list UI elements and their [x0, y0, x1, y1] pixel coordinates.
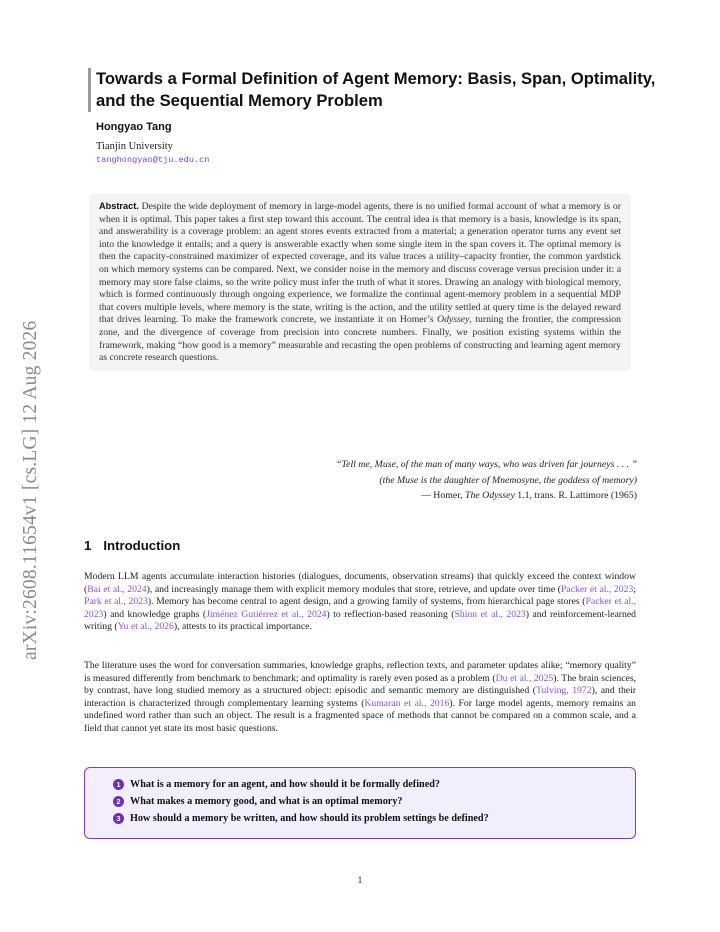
citation-link[interactable]: Shinn et al., 2023 [454, 608, 526, 620]
arxiv-identifier: arXiv:2608.11654v1 [cs.LG] 12 Aug 2026 [20, 320, 41, 660]
research-question [113, 810, 635, 827]
title-block [88, 68, 656, 112]
question-text: What is a memory for an agent, and how should it be formally defined? [130, 779, 440, 790]
epigraph-note: (the Muse is the daughter of Mnemosyne, the goddess of memory) [379, 474, 637, 486]
abstract-odyssey: Odyssey [437, 314, 470, 326]
research-question [113, 793, 635, 810]
section-number: 1 [84, 538, 92, 553]
citation-link[interactable]: Tulving, 1972 [535, 685, 592, 697]
citation-link[interactable]: Packer et al., 2023 [84, 596, 636, 620]
author-email[interactable]: tanghongyao@tju.edu.cn [96, 155, 210, 165]
question-number-badge: 1 [113, 779, 124, 790]
citation-link[interactable]: Park et al., 2023 [84, 596, 148, 608]
section-title: Introduction [103, 538, 181, 553]
citation-link[interactable]: Kumaran et al., 2016 [364, 697, 450, 709]
intro-paragraph-2: The literature uses the word for conversation summaries, knowledge graphs, reflection texts, and parameter updates alike; “memory quality” is measured differently from benchmark to benchmark; and optimality is rarely even posed as a problem (Du et al., 2025). The brain sciences, by contrast, have long studied memory as a structured object: episodic and semantic memory are distinguished (Tulving, 1972), and their interaction is characterized through complementary learning systems (Kumaran et al., 2016). For large model agents, memory remains an undefined word rather than such an object. The result is a fragmented space of methods that cannot be compared on a common scale, and a field that cannot yet state its most basic questions. [84, 660, 637, 734]
research-questions-box [84, 767, 636, 839]
author-affiliation: Tianjin University [96, 141, 173, 152]
research-question [113, 776, 635, 793]
abstract-label: Abstract. [99, 201, 139, 211]
abstract-box [89, 193, 631, 371]
citation-link[interactable]: Bai et al., 2024 [87, 583, 147, 595]
epigraph-attribution: — Homer, The Odyssey 1.1, trans. R. Lattimore (1965) [421, 490, 637, 501]
citation-link[interactable]: Yu et al., 2026 [117, 621, 174, 633]
author-name: Hongyao Tang [96, 121, 172, 133]
epigraph-quote: “Tell me, Muse, of the man of many ways, who was driven far journeys . . . ” [336, 459, 637, 470]
abstract-text-cont: , turning the frontier, the compression zone, and the divergence of coverage from precision into concrete numbers. Finally, we position existing systems within the framework, making “how good is a memory” measurable and recasting the open problems of constructing and learning agent memory as concrete research questions. [99, 314, 621, 364]
paper-title: Towards a Formal Definition of Agent Memory: Basis, Span, Optimality, and the Sequential Memory Problem [96, 69, 656, 110]
intro-paragraph-1: Modern LLM agents accumulate interaction histories (dialogues, documents, observation streams) that quickly exceed the context window (Bai et al., 2024), and increasingly manage them with explicit memory modules that store, retrieve, and update over time (Packer et al., 2023; Park et al., 2023). Memory has become central to agent design, and a growing family of systems, from hierarchical page stores (Packer et al., 2023) and knowledge graphs (Jiménez Gutiérrez et al., 2024) to reflection-based reasoning (Shinn et al., 2023) and reinforcement-learned writing (Yu et al., 2026), attests to its practical importance. [84, 571, 637, 633]
question-text: How should a memory be written, and how should its problem settings be defined? [130, 813, 489, 824]
citation-link[interactable]: Packer et al., 2023 [561, 583, 634, 595]
question-number-badge: 2 [113, 796, 124, 807]
page-number: 1 [357, 875, 363, 886]
abstract-text: Despite the wide deployment of memory in large-model agents, there is no unified formal account of what a memory is or when it is optimal. This paper takes a first step toward this account. The central idea is that memory is a basis, knowledge is its span, and answerability is a coverage problem: an agent stores events extracted from a material; a generation operator turns any event set into the knowledge it entails; and a query is answerable exactly when some single item in the span covers it. The optimal memory is then the capacity-constrained maximizer of expected coverage, and its value traces a utility–capacity frontier, the common yardstick on which memory systems can be compared. Next, we consider noise in the memory and discuss coverage versus precision under it: a memory may store false claims, so the write policy must infer the truth of what it stores. Drawing an analogy with biological memory, which is formed continuously through ongoing experience, we formalize the continual agent-memory problem in a sequential MDP that covers multiple levels, where memory is the state, writing is the action, and the utility settled at query time is the delayed reward that drives learning. To make the framework concrete, we instantiate it on Homer’s [99, 201, 622, 326]
section-heading [84, 538, 180, 553]
question-number-badge: 3 [113, 813, 124, 824]
citation-link[interactable]: Du et al., 2025 [495, 672, 554, 684]
question-text: What makes a memory good, and what is an optimal memory? [130, 796, 403, 807]
epigraph [177, 457, 637, 504]
citation-link[interactable]: Jiménez Gutiérrez et al., 2024 [206, 608, 327, 620]
